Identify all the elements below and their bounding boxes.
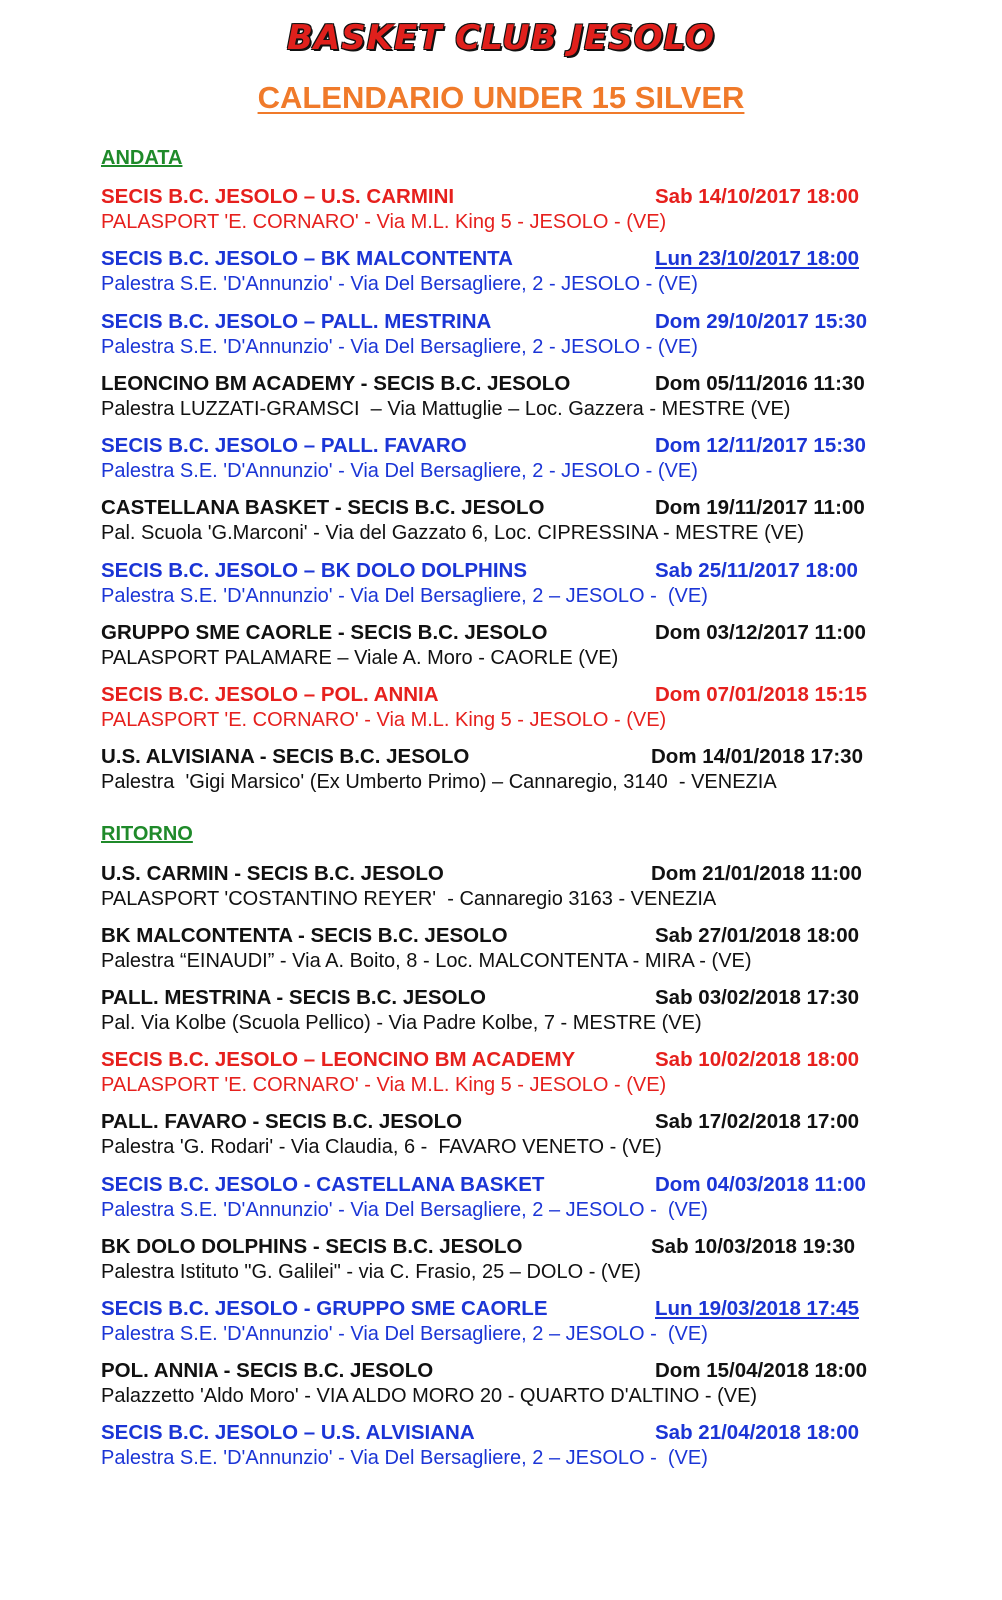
match-venue: Palestra S.E. 'D'Annunzio' - Via Del Bersagliere, 2 - JESOLO - (VE): [101, 336, 698, 358]
match-date: Dom 29/10/2017 15:30: [655, 310, 867, 333]
match-teams: U.S. ALVISIANA - SECIS B.C. JESOLO: [101, 745, 470, 768]
match-venue: Palestra S.E. 'D'Annunzio' - Via Del Bersagliere, 2 – JESOLO - (VE): [101, 1323, 708, 1345]
match-venue: Pal. Via Kolbe (Scuola Pellico) - Via Padre Kolbe, 7 - MESTRE (VE): [101, 1012, 702, 1034]
match-venue: Palestra S.E. 'D'Annunzio' - Via Del Bersagliere, 2 - JESOLO - (VE): [101, 273, 698, 295]
match-ritorno-7: [101, 1235, 901, 1284]
match-venue: Palestra S.E. 'D'Annunzio' - Via Del Bersagliere, 2 – JESOLO - (VE): [101, 585, 708, 607]
match-venue: PALASPORT 'COSTANTINO REYER' - Cannaregio 3163 - VENEZIA: [101, 888, 717, 910]
match-andata-2: [101, 247, 901, 296]
match-ritorno-4: [101, 1048, 901, 1097]
match-teams: SECIS B.C. JESOLO - GRUPPO SME CAORLE: [101, 1297, 548, 1320]
match-teams: BK DOLO DOLPHINS - SECIS B.C. JESOLO: [101, 1235, 523, 1258]
match-ritorno-9: [101, 1359, 901, 1408]
match-ritorno-10: [101, 1421, 901, 1470]
match-ritorno-8: [101, 1297, 901, 1346]
match-venue: Palestra Istituto "G. Galilei" - via C. Frasio, 25 – DOLO - (VE): [101, 1261, 641, 1283]
match-venue: Pal. Scuola 'G.Marconi' - Via del Gazzato 6, Loc. CIPRESSINA - MESTRE (VE): [101, 522, 805, 544]
match-teams: PALL. MESTRINA - SECIS B.C. JESOLO: [101, 986, 486, 1009]
match-venue: PALASPORT PALAMARE – Viale A. Moro - CAORLE (VE): [101, 647, 619, 669]
match-date: Sab 14/10/2017 18:00: [655, 185, 860, 208]
match-teams: SECIS B.C. JESOLO – U.S. ALVISIANA: [101, 1421, 475, 1444]
match-venue: Palestra LUZZATI-GRAMSCI – Via Mattuglie – Loc. Gazzera - MESTRE (VE): [101, 398, 791, 420]
match-teams: PALL. FAVARO - SECIS B.C. JESOLO: [101, 1110, 463, 1133]
match-teams: SECIS B.C. JESOLO – PALL. FAVARO: [101, 434, 467, 457]
club-title: BASKET CLUB JESOLO: [286, 18, 716, 58]
match-venue: Palestra S.E. 'D'Annunzio' - Via Del Bersagliere, 2 - JESOLO - (VE): [101, 460, 698, 482]
match-date: Lun 23/10/2017 18:00: [655, 247, 859, 270]
match-teams: SECIS B.C. JESOLO – LEONCINO BM ACADEMY: [101, 1048, 576, 1071]
match-date: Dom 12/11/2017 15:30: [655, 434, 866, 457]
match-venue: Palazzetto 'Aldo Moro' - VIA ALDO MORO 20 - QUARTO D'ALTINO - (VE): [101, 1385, 758, 1407]
match-venue: Palestra S.E. 'D'Annunzio' - Via Del Bersagliere, 2 – JESOLO - (VE): [101, 1447, 708, 1469]
match-andata-8: [101, 621, 901, 670]
match-teams: SECIS B.C. JESOLO – U.S. CARMINI: [101, 185, 455, 208]
match-andata-6: [101, 496, 901, 545]
match-ritorno-1: [101, 862, 901, 911]
match-teams: BK MALCONTENTA - SECIS B.C. JESOLO: [101, 924, 508, 947]
match-teams: POL. ANNIA - SECIS B.C. JESOLO: [101, 1359, 434, 1382]
match-date: Dom 04/03/2018 11:00: [655, 1173, 866, 1196]
match-andata-1: [101, 185, 901, 234]
match-teams: SECIS B.C. JESOLO – POL. ANNIA: [101, 683, 439, 706]
match-teams: SECIS B.C. JESOLO – BK MALCONTENTA: [101, 247, 513, 270]
match-venue: Palestra S.E. 'D'Annunzio' - Via Del Bersagliere, 2 – JESOLO - (VE): [101, 1199, 708, 1221]
match-venue: Palestra 'Gigi Marsico' (Ex Umberto Primo) – Cannaregio, 3140 - VENEZIA: [101, 771, 777, 793]
match-date: Sab 10/02/2018 18:00: [655, 1048, 860, 1071]
match-teams: LEONCINO BM ACADEMY - SECIS B.C. JESOLO: [101, 372, 571, 395]
section-andata-heading: ANDATA: [101, 147, 183, 169]
calendar-title-text: CALENDARIO UNDER 15 SILVER: [257, 80, 745, 115]
match-venue: PALASPORT 'E. CORNARO' - Via M.L. King 5 - JESOLO - (VE): [101, 709, 667, 731]
match-date: Sab 27/01/2018 18:00: [655, 924, 860, 947]
match-andata-10: [101, 745, 901, 794]
match-date: Dom 05/11/2016 11:30: [655, 372, 865, 395]
match-teams: SECIS B.C. JESOLO – PALL. MESTRINA: [101, 310, 492, 333]
match-ritorno-3: [101, 986, 901, 1035]
match-teams: CASTELLANA BASKET - SECIS B.C. JESOLO: [101, 496, 545, 519]
match-venue: PALASPORT 'E. CORNARO' - Via M.L. King 5 - JESOLO - (VE): [101, 211, 667, 233]
match-date: Sab 21/04/2018 18:00: [655, 1421, 860, 1444]
match-teams: SECIS B.C. JESOLO - CASTELLANA BASKET: [101, 1173, 545, 1196]
match-date: Dom 15/04/2018 18:00: [655, 1359, 867, 1382]
match-andata-7: [101, 559, 901, 608]
match-ritorno-6: [101, 1173, 901, 1222]
match-andata-9: [101, 683, 901, 732]
match-venue: PALASPORT 'E. CORNARO' - Via M.L. King 5 - JESOLO - (VE): [101, 1074, 667, 1096]
match-andata-4: [101, 372, 901, 421]
match-venue: Palestra 'G. Rodari' - Via Claudia, 6 - FAVARO VENETO - (VE): [101, 1136, 662, 1158]
match-date: Dom 19/11/2017 11:00: [655, 496, 865, 519]
match-ritorno-5: [101, 1110, 901, 1159]
match-date: Dom 03/12/2017 11:00: [655, 621, 866, 644]
match-andata-5: [101, 434, 901, 483]
match-date: Sab 03/02/2018 17:30: [655, 986, 860, 1009]
match-date: Sab 25/11/2017 18:00: [655, 559, 858, 582]
match-ritorno-2: [101, 924, 901, 973]
match-teams: SECIS B.C. JESOLO – BK DOLO DOLPHINS: [101, 559, 528, 582]
section-ritorno-heading: RITORNO: [101, 823, 193, 845]
match-andata-3: [101, 310, 901, 359]
match-date: Sab 17/02/2018 17:00: [655, 1110, 860, 1133]
calendar-title: [0, 80, 1002, 116]
match-date: Sab 10/03/2018 19:30: [651, 1235, 856, 1258]
match-teams: U.S. CARMIN - SECIS B.C. JESOLO: [101, 862, 444, 885]
match-teams: GRUPPO SME CAORLE - SECIS B.C. JESOLO: [101, 621, 548, 644]
match-date: Dom 14/01/2018 17:30: [651, 745, 863, 768]
match-date: Dom 07/01/2018 15:15: [655, 683, 867, 706]
match-venue: Palestra “EINAUDI” - Via A. Boito, 8 - Loc. MALCONTENTA - MIRA - (VE): [101, 950, 752, 972]
match-date: Dom 21/01/2018 11:00: [651, 862, 862, 885]
match-date: Lun 19/03/2018 17:45: [655, 1297, 859, 1320]
